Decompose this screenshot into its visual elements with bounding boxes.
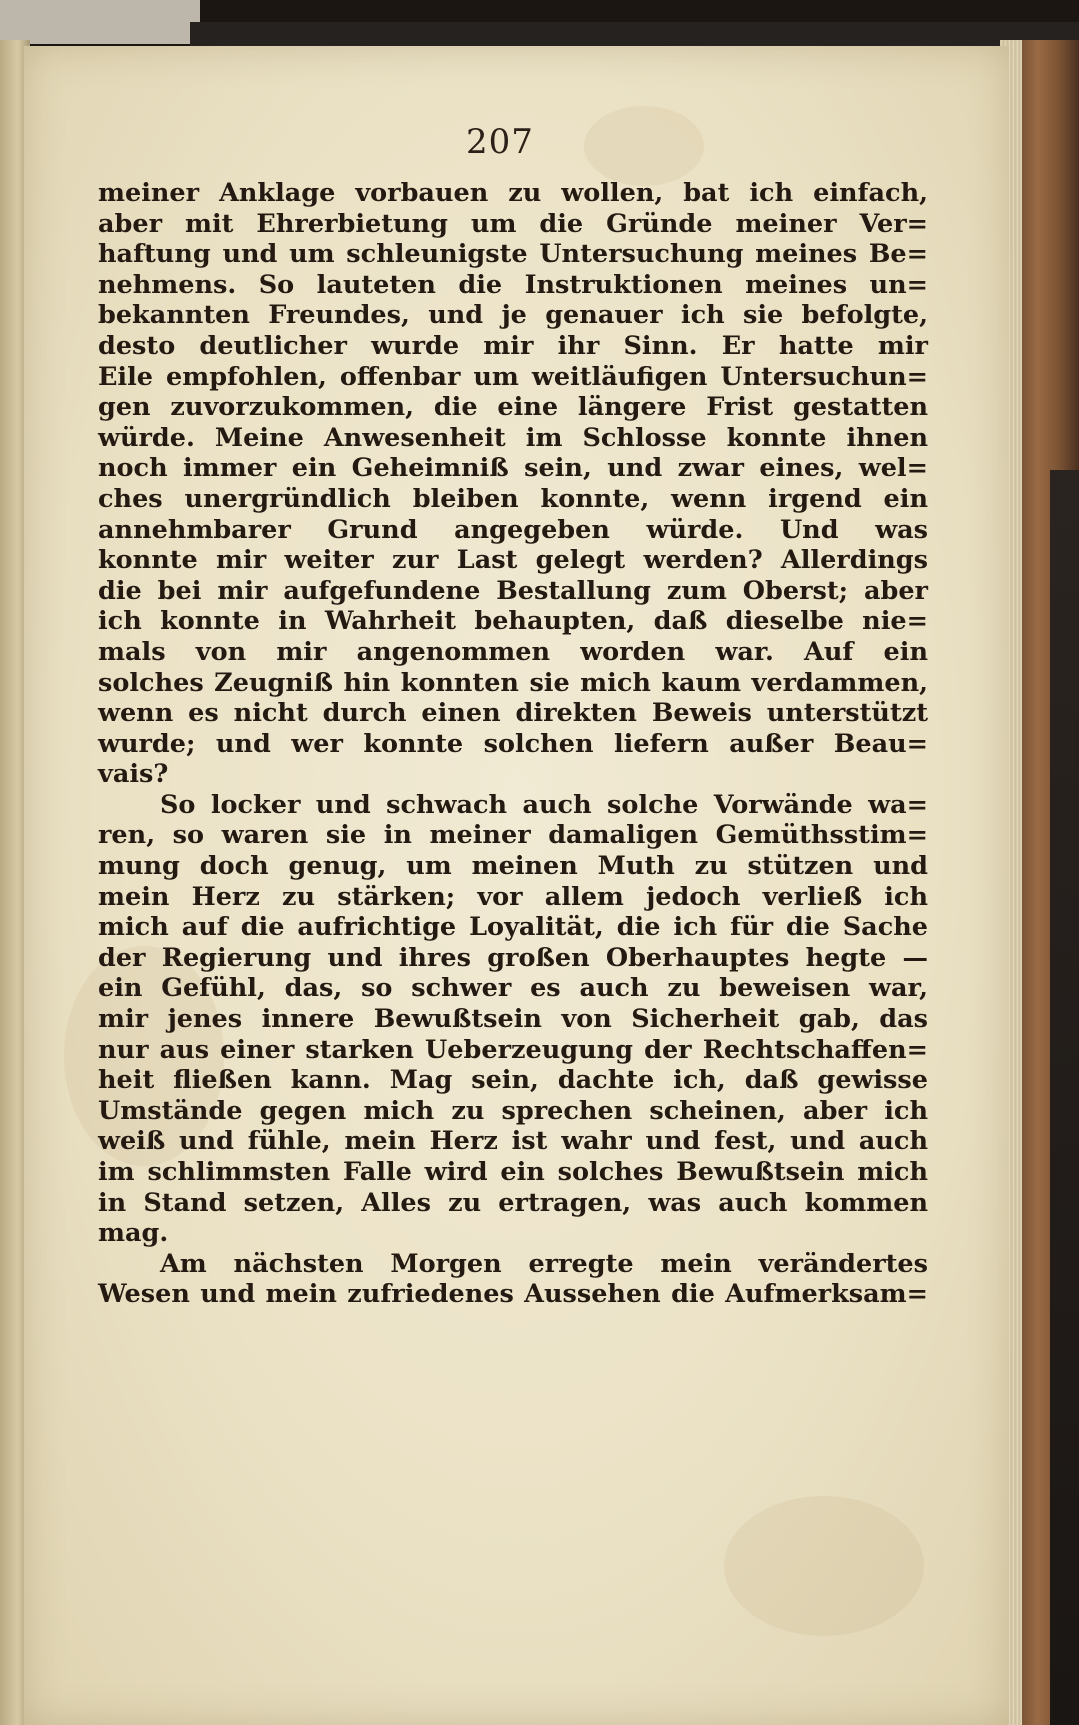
text-line: mir jenes innere Bewußtsein von Sicherheit gab, das bbox=[98, 1004, 928, 1035]
text-line: würde. Meine Anwesenheit im Schlosse konnte ihnen bbox=[98, 422, 928, 453]
text-line: gen zuvorzukommen, die eine längere Frist gestatten bbox=[98, 392, 928, 423]
text-line: weiß und fühle, mein Herz ist wahr und fest, und auch bbox=[98, 1126, 928, 1157]
text-line: ich konnte in Wahrheit behaupten, daß dieselbe nie= bbox=[98, 606, 928, 637]
text-line: solches Zeugniß hin konnten sie mich kaum verdammen, bbox=[98, 667, 928, 698]
page-number: 207 bbox=[466, 122, 534, 162]
text-line: ren, so waren sie in meiner damaligen Gemüthsstim= bbox=[98, 820, 928, 851]
text-line: im schlimmsten Falle wird ein solches Bewußtsein mich bbox=[98, 1157, 928, 1187]
paper-stain bbox=[724, 1496, 924, 1636]
text-line: bekannten Freundes, und je genauer ich sie befolgte, bbox=[98, 300, 928, 331]
text-line: meiner Anklage vorbauen zu wollen, bat ich einfach, bbox=[98, 178, 928, 208]
paragraph-end-line: mag. bbox=[98, 1218, 169, 1249]
body-text bbox=[98, 178, 928, 1310]
text-line: ein Gefühl, das, so schwer es auch zu beweisen war, bbox=[98, 973, 928, 1004]
text-line: noch immer ein Geheimniß sein, und zwar eines, wel= bbox=[98, 453, 928, 484]
text-line: nur aus einer starken Ueberzeugung der Rechtschaffen= bbox=[98, 1034, 928, 1065]
text-line: der Regierung und ihres großen Oberhauptes hegte — bbox=[98, 942, 928, 973]
paragraph-end-line: vais? bbox=[98, 759, 169, 790]
text-line: Wesen und mein zufriedenes Aussehen die Aufmerksam= bbox=[98, 1279, 928, 1310]
text-line: Umstände gegen mich zu sprechen scheinen, aber ich bbox=[98, 1095, 928, 1126]
text-line: wenn es nicht durch einen direkten Beweis unterstützt bbox=[98, 698, 928, 729]
text-line: wurde; und wer konnte solchen liefern außer Beau= bbox=[98, 728, 928, 759]
scanner-top-light-strip bbox=[0, 0, 200, 44]
text-line: in Stand setzen, Alles zu ertragen, was auch kommen bbox=[98, 1187, 928, 1218]
text-line: aber mit Ehrerbietung um die Gründe meiner Ver= bbox=[98, 208, 928, 239]
text-line: heit fließen kann. Mag sein, dachte ich, daß gewisse bbox=[98, 1065, 928, 1096]
text-line: nehmens. So lauteten die Instruktionen meines un= bbox=[98, 269, 928, 300]
text-line: mung doch genug, um meinen Muth zu stützen und bbox=[98, 851, 928, 882]
paragraph-start-line: So locker und schwach auch solche Vorwände wa= bbox=[160, 789, 928, 820]
text-line: mich auf die aufrichtige Loyalität, die ich für die Sache bbox=[98, 912, 928, 943]
text-line: Eile empfohlen, offenbar um weitläufigen Untersuchun= bbox=[98, 361, 928, 392]
text-line: mals von mir angenommen worden war. Auf ein bbox=[98, 636, 928, 667]
text-line: mein Herz zu stärken; vor allem jedoch verließ ich bbox=[98, 881, 928, 912]
text-line: ches unergründlich bleiben konnte, wenn irgend ein bbox=[98, 483, 928, 514]
book-cover-dark-edge bbox=[1050, 470, 1079, 1725]
text-line: annehmbarer Grund angegeben würde. Und was bbox=[98, 514, 928, 545]
text-line: konnte mir weiter zur Last gelegt werden? Allerdings bbox=[98, 545, 928, 576]
text-line: haftung und um schleunigste Untersuchung meines Be= bbox=[98, 239, 928, 270]
text-line: desto deutlicher wurde mir ihr Sinn. Er hatte mir bbox=[98, 330, 928, 361]
paragraph-start-line: Am nächsten Morgen erregte mein verändertes bbox=[160, 1248, 928, 1279]
text-line: die bei mir aufgefundene Bestallung zum Oberst; aber bbox=[98, 575, 928, 606]
